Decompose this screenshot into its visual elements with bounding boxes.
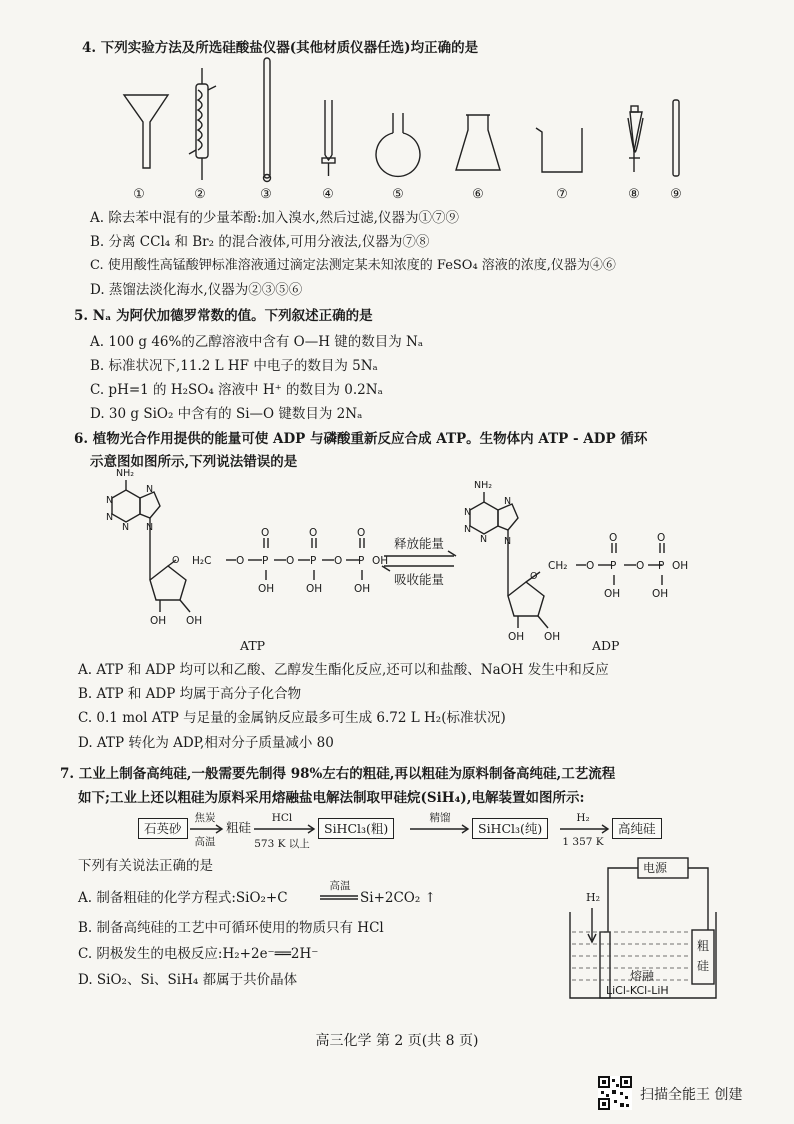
apparatus-label: ② [194, 187, 206, 202]
n-label: N [464, 524, 472, 535]
flow-cond3-top: 精馏 [429, 812, 451, 824]
release-energy-label: 释放能量 [394, 536, 445, 551]
apparatus-label: ⑤ [392, 187, 404, 202]
oh-label: OH [150, 615, 167, 627]
o-label: O [286, 555, 295, 567]
q5-stem: 5. Nₐ 为阿伏加德罗常数的值。下列叙述正确的是 [74, 308, 373, 324]
molten-salt-label: LiCl-KCl-LiH [606, 984, 669, 997]
n-label: N [480, 534, 488, 545]
oh-label: OH [258, 583, 275, 595]
nh2-label: NH₂ [116, 468, 135, 479]
o-label: O [334, 555, 343, 567]
flow-cond1-top: 焦炭 [194, 812, 216, 824]
apparatus-label: ⑨ [670, 187, 682, 202]
q7-optA-condition: 高温 [329, 880, 351, 892]
oh-label: OH [544, 631, 561, 643]
q6-stem-line1: 6. 植物光合作用提供的能量可使 ADP 与磷酸重新反应合成 ATP。生物体内 ATP - ADP 循环 [74, 431, 648, 447]
oh-label: OH [186, 615, 203, 627]
page-footer: 高三化学 第 2 页(共 8 页) [315, 1033, 479, 1049]
o-label: O [586, 560, 595, 572]
o-label: O [309, 527, 318, 539]
p-label: P [262, 555, 269, 567]
q7-stem-line1: 7. 工业上制备高纯硅,一般需要先制得 98%左右的粗硅,再以粗硅为原料制备高纯硅,工艺流程 [60, 766, 616, 782]
p-label: P [358, 555, 365, 567]
n-label: N [504, 496, 512, 507]
o-label: O [657, 532, 666, 544]
q4-option-c: C. 使用酸性高锰酸钾标准溶液通过滴定法测定某未知浓度的 FeSO₄ 溶液的浓度,仪器为④⑥ [90, 258, 616, 273]
q5-option-a: A. 100 g 46%的乙醇溶液中含有 O—H 键的数目为 Nₐ [90, 334, 424, 350]
flow-cond2-bottom: 573 K 以上 [254, 838, 310, 850]
flow-sihcl3-crude: SiHCl₃(粗) [318, 818, 394, 839]
n-label: N [146, 522, 154, 533]
p-label: P [610, 560, 617, 572]
apparatus-label: ⑦ [556, 187, 568, 202]
apparatus-label: ⑥ [472, 187, 484, 202]
apparatus-label: ⑧ [628, 187, 640, 202]
molten-label: 熔融 [630, 969, 655, 983]
n-label: N [504, 536, 512, 547]
q7-option-c: C. 阴极发生的电极反应:H₂+2e⁻══2H⁻ [78, 946, 319, 962]
h2-label: H₂ [586, 891, 601, 904]
flow-cond2-top: HCl [271, 812, 293, 824]
q4-option-d: D. 蒸馏法淡化海水,仪器为②③⑤⑥ [90, 282, 303, 298]
o-label: O [609, 532, 618, 544]
flow-sihcl3-pure: SiHCl₃(纯) [472, 818, 548, 839]
flow-cond4-top: H₂ [576, 812, 590, 824]
o-label: O [236, 555, 245, 567]
adp-label: ADP [592, 638, 620, 653]
n-label: N [122, 522, 130, 533]
ring-o-label: O [172, 555, 180, 566]
q5-option-d: D. 30 g SiO₂ 中含有的 Si—O 键数目为 2Nₐ [90, 406, 363, 422]
h2c-label: H₂C [192, 555, 212, 567]
o-label: O [261, 527, 270, 539]
oh-label: OH [306, 583, 323, 595]
n-label: N [146, 484, 154, 495]
ch2-label: CH₂ [548, 560, 568, 572]
flow-crude-si: 粗硅 [226, 820, 252, 835]
p-label: P [658, 560, 665, 572]
power-source-label: 电源 [643, 861, 668, 875]
qr-code-icon [598, 1076, 632, 1110]
q5-option-b: B. 标准状况下,11.2 L HF 中电子的数目为 5Nₐ [90, 358, 378, 374]
oh-label: OH [508, 631, 525, 643]
absorb-energy-label: 吸收能量 [394, 572, 445, 587]
oh-label: OH [354, 583, 371, 595]
nh2-label: NH₂ [474, 480, 493, 491]
q7-option-a: A. 制备粗硅的化学方程式:SiO₂+C [78, 890, 288, 906]
q4-stem: 4. 下列实验方法及所选硅酸盐仪器(其他材质仪器任选)均正确的是 [82, 40, 479, 56]
q6-option-d: D. ATP 转化为 ADP,相对分子质量减小 80 [78, 735, 334, 751]
n-label: N [106, 495, 114, 506]
p-label: P [310, 555, 317, 567]
n-label: N [106, 512, 114, 523]
apparatus-label: ④ [322, 187, 334, 202]
o-label: O [357, 527, 366, 539]
flow-product: 高纯硅 [612, 818, 662, 839]
o-label: O [636, 560, 645, 572]
oh-label: OH [604, 588, 621, 600]
atp-label: ATP [240, 638, 266, 653]
crude-si-label-2: 硅 [697, 959, 710, 973]
apparatus-label: ③ [260, 187, 272, 202]
q7-option-b: B. 制备高纯硅的工艺中可循环使用的物质只有 HCl [78, 920, 384, 936]
q5-option-c: C. pH=1 的 H₂SO₄ 溶液中 H⁺ 的数目为 0.2Nₐ [90, 382, 383, 398]
q6-option-c: C. 0.1 mol ATP 与足量的金属钠反应最多可生成 6.72 L H₂(标准状况) [78, 710, 506, 726]
flow-raw-material: 石英砂 [138, 818, 188, 839]
oh-label: OH [652, 588, 669, 600]
ring-o-label: O [530, 571, 538, 582]
q7-option-d: D. SiO₂、Si、SiH₄ 都属于共价晶体 [78, 972, 298, 988]
q6-stem-line2: 示意图如图所示,下列说法错误的是 [90, 454, 298, 470]
flow-cond1-bottom: 高温 [194, 836, 216, 848]
n-label: N [464, 507, 472, 518]
oh-label: OH [372, 555, 389, 567]
q7-question: 下列有关说法正确的是 [78, 858, 213, 874]
q7-stem-line2: 如下;工业上还以粗硅为原料采用熔融盐电解法制取甲硅烷(SiH₄),电解装置如图所示: [78, 790, 585, 806]
apparatus-label: ① [133, 187, 145, 202]
q4-option-b: B. 分离 CCl₄ 和 Br₂ 的混合液体,可用分液法,仪器为⑦⑧ [90, 234, 430, 250]
scanner-brand: 扫描全能王 创建 [640, 1087, 743, 1103]
crude-si-label-1: 粗 [697, 939, 710, 953]
q7-optA-rhs: Si+2CO₂ ↑ [360, 890, 436, 906]
q4-option-a: A. 除去苯中混有的少量苯酚:加入溴水,然后过滤,仪器为①⑦⑨ [90, 210, 459, 226]
q6-option-a: A. ATP 和 ADP 均可以和乙酸、乙醇发生酯化反应,还可以和盐酸、NaOH 发生中和反应 [78, 662, 609, 678]
q6-option-b: B. ATP 和 ADP 均属于高分子化合物 [78, 686, 302, 702]
oh-label: OH [672, 560, 689, 572]
flow-cond4-bottom: 1 357 K [562, 836, 604, 848]
